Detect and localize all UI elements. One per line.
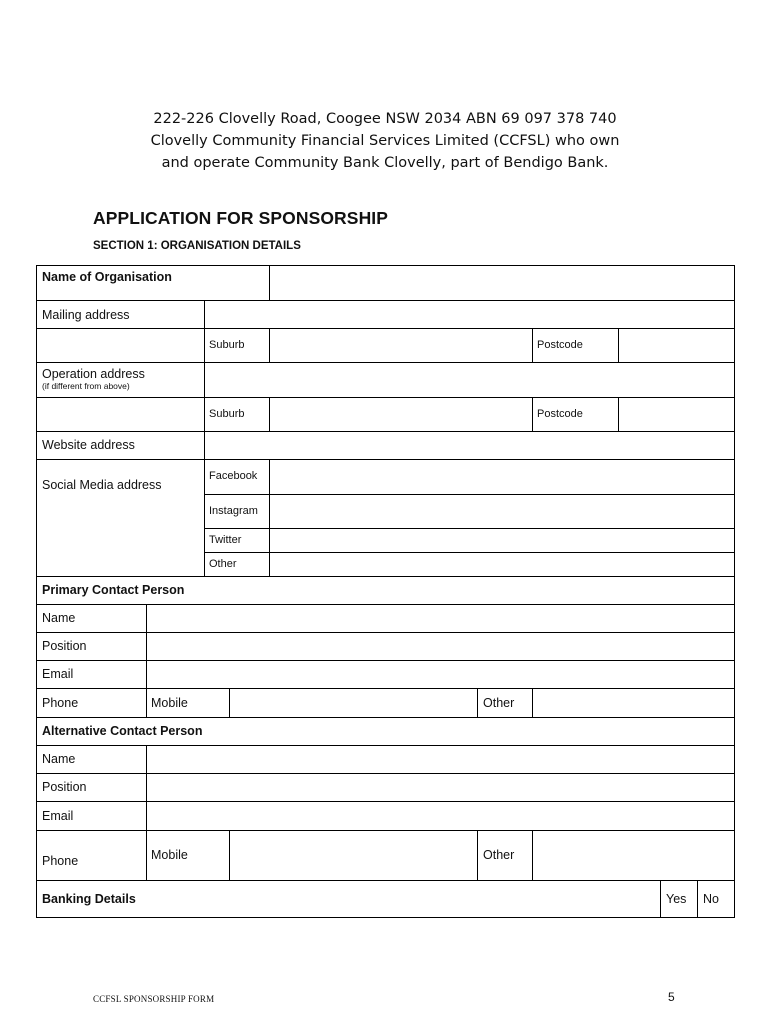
alternative-other-phone-field[interactable] [533, 831, 734, 880]
alternative-position-field[interactable] [147, 774, 734, 801]
col-divider [532, 328, 533, 362]
alternative-mobile-label: Mobile [151, 848, 188, 862]
primary-contact-heading: Primary Contact Person [42, 583, 185, 597]
alternative-other-label: Other [483, 848, 515, 862]
mailing-suburb-label: Suburb [209, 339, 245, 351]
mailing-address-line2-field[interactable] [37, 329, 204, 362]
operation-suburb-field[interactable] [270, 398, 532, 431]
social-other-field[interactable] [270, 553, 734, 576]
organisation-name-field[interactable] [270, 266, 734, 300]
alternative-name-field[interactable] [147, 746, 734, 773]
twitter-field[interactable] [270, 529, 734, 552]
primary-email-label: Email [42, 667, 74, 681]
mailing-address-label: Mailing address [42, 308, 130, 322]
primary-mobile-label: Mobile [151, 696, 188, 710]
alternative-contact-heading: Alternative Contact Person [42, 724, 203, 738]
primary-phone-label: Phone [42, 696, 79, 710]
banking-no-label: No [703, 892, 719, 906]
letterhead-company: Clovelly Community Financial Services Limited (CCFSL) who own [150, 133, 620, 149]
alternative-position-label: Position [42, 780, 87, 794]
alternative-phone-label: Phone [42, 854, 79, 868]
mailing-postcode-label: Postcode [537, 339, 583, 351]
operation-address-note: (if different from above) [42, 381, 130, 391]
col-divider [477, 830, 478, 880]
row-divider [36, 717, 735, 718]
operation-suburb-label: Suburb [209, 408, 245, 420]
alternative-email-label: Email [42, 809, 74, 823]
row-divider [36, 576, 735, 577]
operation-address-field[interactable] [205, 363, 734, 397]
footer-form-name: CCFSL SPONSORSHIP FORM [93, 994, 215, 1004]
social-other-label: Other [209, 558, 237, 570]
website-address-label: Website address [42, 438, 135, 452]
banking-details-label: Banking Details [42, 892, 136, 906]
website-address-field[interactable] [205, 432, 734, 459]
instagram-label: Instagram [209, 505, 258, 517]
alternative-name-label: Name [42, 752, 76, 766]
mailing-postcode-field[interactable] [619, 329, 734, 362]
primary-name-label: Name [42, 611, 76, 625]
alternative-email-field[interactable] [147, 802, 734, 830]
primary-position-field[interactable] [147, 633, 734, 660]
letterhead-bank: and operate Community Bank Clovelly, part of Bendigo Bank. [161, 155, 609, 171]
primary-mobile-field[interactable] [230, 689, 477, 717]
operation-address-line2-field[interactable] [37, 398, 204, 431]
form-title: APPLICATION FOR SPONSORSHIP [93, 208, 389, 228]
operation-postcode-label: Postcode [537, 408, 583, 420]
col-divider [532, 397, 533, 431]
alternative-mobile-field[interactable] [230, 831, 477, 880]
facebook-label: Facebook [209, 470, 258, 482]
instagram-field[interactable] [270, 495, 734, 528]
primary-other-label: Other [483, 696, 515, 710]
primary-position-label: Position [42, 639, 87, 653]
social-media-label: Social Media address [42, 478, 162, 492]
mailing-suburb-field[interactable] [270, 329, 532, 362]
row-divider [36, 880, 735, 881]
mailing-address-field[interactable] [205, 301, 734, 328]
banking-yes-label: Yes [666, 892, 687, 906]
section-heading: SECTION 1: ORGANISATION DETAILS [93, 240, 301, 252]
primary-email-field[interactable] [147, 661, 734, 688]
operation-address-label: Operation address [42, 367, 145, 381]
col-divider [477, 688, 478, 717]
letterhead [0, 108, 770, 174]
letterhead-address: 222-226 Clovelly Road, Coogee NSW 2034 ABN 69 097 378 740 [153, 111, 617, 127]
twitter-label: Twitter [209, 534, 242, 546]
primary-name-field[interactable] [147, 605, 734, 632]
page-number: 5 [668, 990, 675, 1004]
primary-other-phone-field[interactable] [533, 689, 734, 717]
facebook-field[interactable] [270, 460, 734, 494]
organisation-name-label: Name of Organisation [42, 270, 172, 284]
operation-postcode-field[interactable] [619, 398, 734, 431]
